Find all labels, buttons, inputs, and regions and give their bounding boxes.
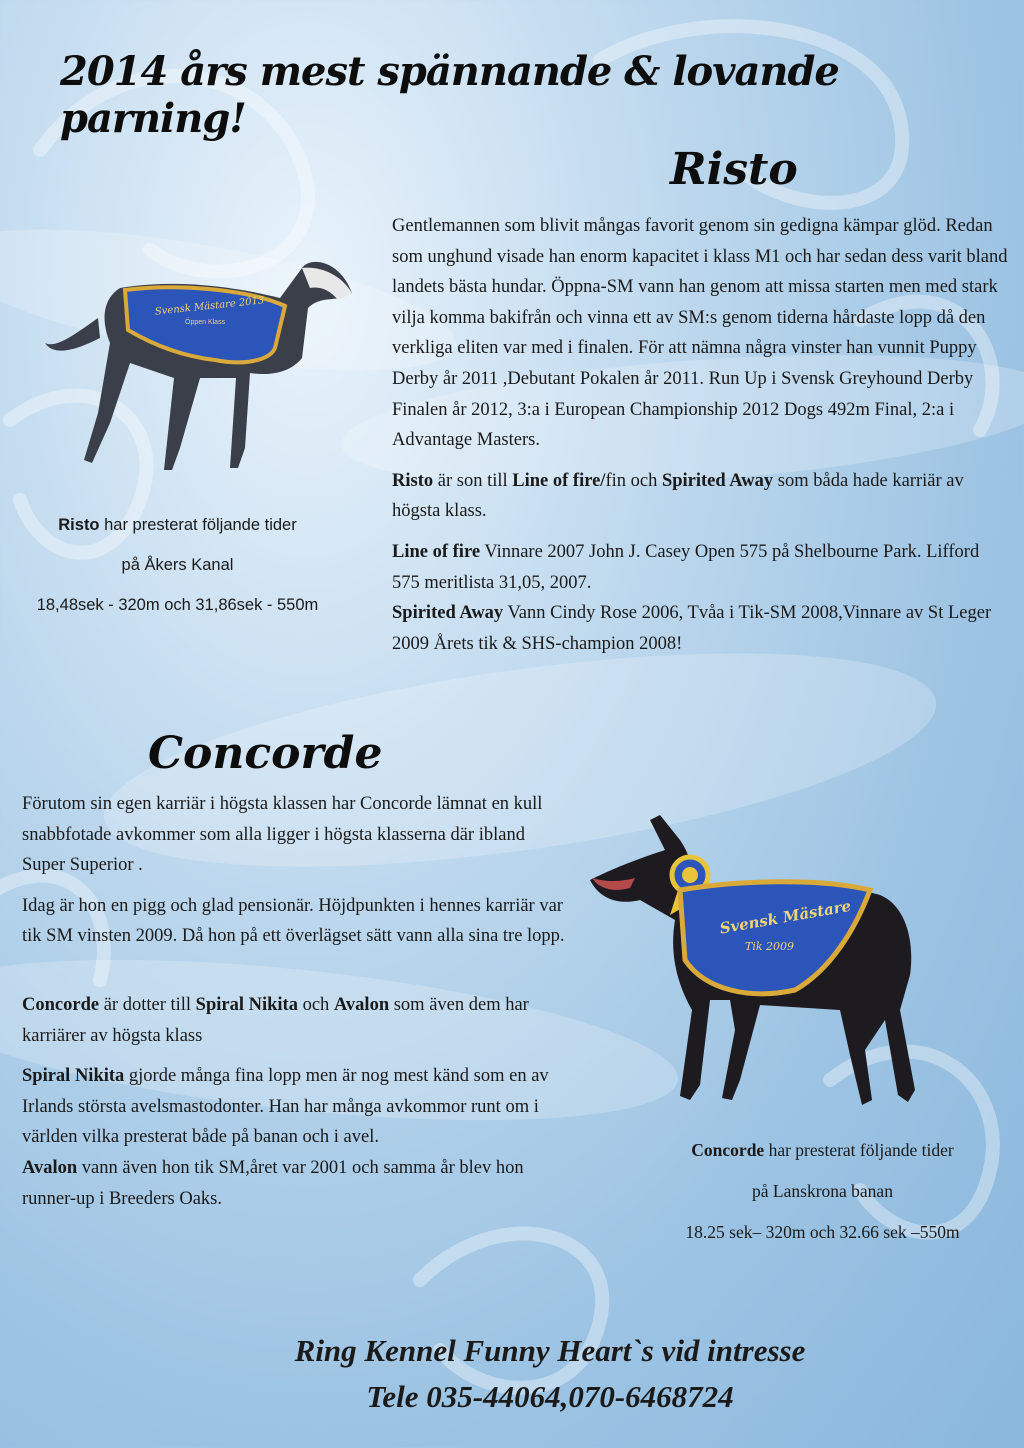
concorde-para-1: Förutom sin egen karriär i högsta klassen har Concorde lämnat en kull snabbfotade avkommer som alla ligger i högsta klasserna där ibland Super Superior . [22,794,543,876]
contact-footer [0,1328,1024,1420]
concorde-text [22,789,567,1214]
footer-phone: Tele 035-44064,070-6468724 [366,1379,734,1414]
risto-coat-text-1: Svensk Mästare 2013 [154,295,265,318]
risto-bio [392,211,1010,659]
risto-sire-info: Line of fire Vinnare 2007 John J. Casey Open 575 på Shelbourne Park. Lifford 575 meritlista 31,05, 2007. [392,541,980,593]
concorde-dam-info: Avalon vann även hon tik SM,året var 2001 och samma år blev hon runner-up i Breeders Oaks. [22,1157,524,1209]
risto-coat-text-2: Öppen Klass [185,319,226,326]
concorde-coat-text-1: Svensk Mästare [718,896,853,938]
concorde-para-2: Idag är hon en pigg och glad pensionär. Höjdpunkten i hennes karriär var tik SM vinsten 2009. Då hon på ett överlägset sätt vann alla sina tre lopp. [22,895,565,947]
concorde-coat-text-2: Tik 2009 [745,940,795,953]
greyhound-photo-risto [40,248,355,478]
concorde-parents: Concorde är dotter till Spiral Nikita och Avalon som även dem har karriärer av högsta klass [22,994,529,1046]
risto-dam-info: Spirited Away Vann Cindy Rose 2006, Tvåa i Tik-SM 2008,Vinnare av St Leger 2009 Årets tik & SHS-champion 2008! [392,603,992,654]
risto-bio-paragraph: Gentlemannen som blivit mångas favorit genom sin gedigna kämpar glöd. Redan som unghund visade han enorm kapacitet i klass M1 och har sedan dess varit bland landets bästa hundar. Öppna-SM vann han genom att missa starten men med stark vilja komma bakifrån och vinna ett av SM:s genom tiderna hårdaste lopp då den verkliga eliten var med i finalen. För att nämna några vinster han vunnit Puppy Derby år 2011 ,Debutant Pokalen år 2011. Run Up i Svensk Greyhound Derby Finalen år 2012, 3:a i European Championship 2012 Dogs 492m Final, 2:a i Advantage Masters. [392,216,1008,451]
footer-line-1: Ring Kennel Funny Heart`s vid intresse [294,1333,806,1368]
concorde-caption: Concorde har presterat följande tider på Lanskrona banan 18.25 sek– 320m och 32.66 sek –550m [685,1140,960,1242]
page-headline: 2014 års mest spännande & lovande parning! [60,48,839,142]
risto-caption: Risto har presterat följande tider på Åkers Kanal 18,48sek - 320m och 31,86sek - 550m [36,516,319,614]
risto-parents: Risto är son till Line of fire/fin och Spirited Away som båda hade karriär av högsta klass. [392,470,964,522]
risto-heading: Risto [670,144,798,195]
concorde-sire-info: Spiral Nikita gjorde många fina lopp men är nog mest känd som en av Irlands största avelsmastodonter. Han har många avkommor runt om i världen vilka presterat både på banan och i avel. [22,1066,549,1148]
concorde-heading: Concorde [148,728,383,779]
greyhound-photo-concorde [580,810,925,1115]
